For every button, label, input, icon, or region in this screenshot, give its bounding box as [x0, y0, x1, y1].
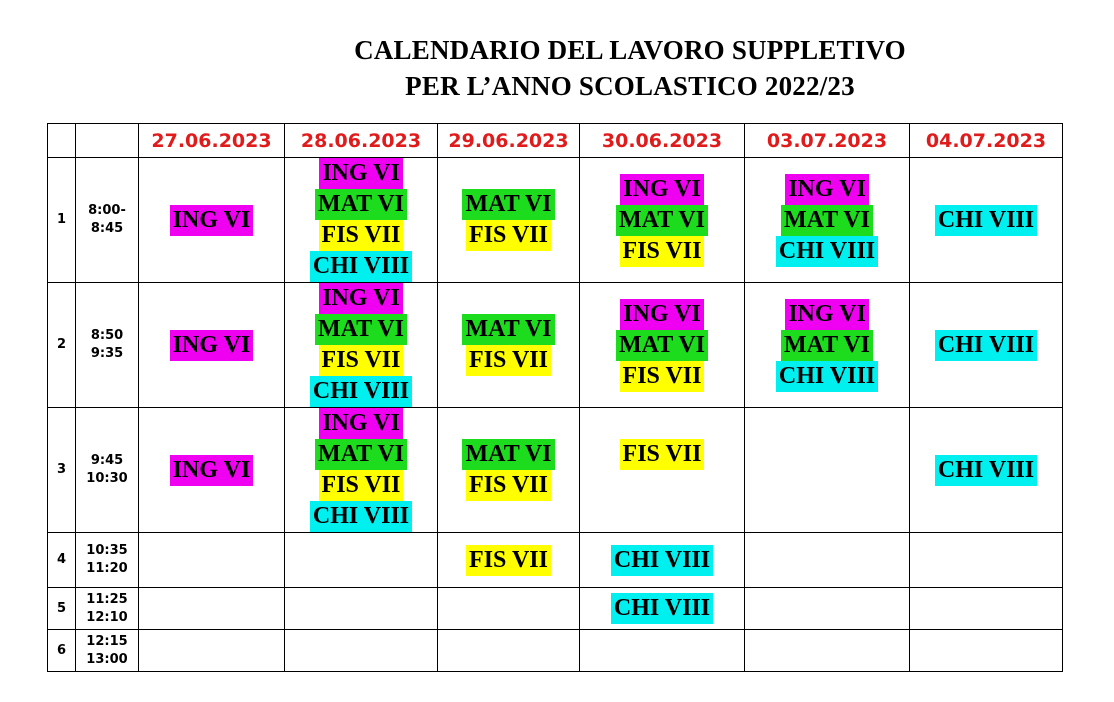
subject-stack	[580, 299, 744, 392]
subject-stack	[745, 299, 909, 392]
schedule-cell	[285, 533, 438, 588]
period-time	[76, 408, 139, 533]
schedule-cell	[139, 158, 285, 283]
schedule-cell	[910, 533, 1063, 588]
period-number: 1	[48, 158, 76, 283]
schedule-cell	[438, 588, 580, 630]
subject-stack	[139, 205, 284, 236]
subject-tag-ing: ING VI	[319, 283, 403, 314]
period-time	[76, 158, 139, 283]
date-header: 29.06.2023	[438, 124, 580, 158]
subject-tag-ing: ING VI	[170, 330, 254, 361]
period-number: 3	[48, 408, 76, 533]
subject-stack	[285, 408, 437, 532]
period-row	[48, 588, 1063, 630]
subject-stack	[285, 158, 437, 282]
time-start: 11:25	[86, 591, 128, 607]
time-start: 9:45	[90, 453, 124, 468]
subject-tag-ing: ING VI	[620, 174, 704, 205]
time-start: 10:35	[86, 543, 128, 558]
document-title-line-1: CALENDARIO DEL LAVORO SUPPLETIVO	[354, 35, 906, 65]
subject-tag-mat: MAT VI	[781, 205, 873, 236]
subject-tag-fis: FIS VII	[319, 470, 404, 501]
time-start: 8:50	[90, 328, 124, 343]
schedule-cell	[438, 283, 580, 408]
subject-tag-chi: CHI VIII	[776, 236, 878, 267]
period-row	[48, 533, 1063, 588]
schedule-cell	[745, 533, 910, 588]
subject-stack	[438, 189, 579, 251]
subject-stack	[285, 283, 437, 407]
subject-stack	[745, 174, 909, 267]
subject-tag-ing: ING VI	[170, 205, 254, 236]
subject-stack	[580, 439, 744, 470]
time-start: 8:00-	[88, 203, 126, 218]
schedule-cell	[910, 408, 1063, 533]
schedule-cell	[438, 408, 580, 533]
schedule-cell	[580, 630, 745, 672]
subject-tag-ing: ING VI	[319, 158, 403, 189]
header-blank-cell	[48, 124, 76, 158]
schedule-cell	[139, 533, 285, 588]
subject-tag-mat: MAT VI	[462, 314, 554, 345]
schedule-cell	[745, 283, 910, 408]
subject-tag-mat: MAT VI	[616, 205, 708, 236]
subject-tag-ing: ING VI	[170, 455, 254, 486]
subject-tag-chi: CHI VIII	[935, 205, 1037, 236]
subject-tag-ing: ING VI	[785, 174, 869, 205]
subject-tag-mat: MAT VI	[462, 189, 554, 220]
subject-tag-chi: CHI VIII	[935, 330, 1037, 361]
subject-stack	[139, 330, 284, 361]
subject-tag-mat: MAT VI	[462, 439, 554, 470]
header-row	[48, 124, 1063, 158]
schedule-cell	[139, 408, 285, 533]
schedule-cell	[285, 588, 438, 630]
subject-stack	[580, 545, 744, 576]
date-header: 27.06.2023	[139, 124, 285, 158]
time-end: 11:20	[86, 561, 128, 576]
schedule-cell	[910, 588, 1063, 630]
subject-tag-fis: FIS VII	[319, 345, 404, 376]
subject-tag-chi: CHI VIII	[310, 501, 412, 532]
schedule-cell	[745, 588, 910, 630]
schedule-cell	[580, 158, 745, 283]
schedule-cell	[580, 588, 745, 630]
period-time	[76, 283, 139, 408]
subject-tag-chi: CHI VIII	[611, 593, 713, 624]
date-header: 28.06.2023	[285, 124, 438, 158]
subject-tag-ing: ING VI	[620, 299, 704, 330]
time-end: 12:10	[86, 609, 128, 625]
period-time	[76, 588, 139, 630]
schedule-cell	[285, 283, 438, 408]
schedule-cell	[438, 630, 580, 672]
schedule-cell	[580, 408, 745, 533]
schedule-table	[47, 123, 1063, 672]
period-time	[76, 630, 139, 672]
subject-stack	[580, 174, 744, 267]
subject-tag-ing: ING VI	[319, 408, 403, 439]
subject-tag-chi: CHI VIII	[310, 251, 412, 282]
schedule-cell	[285, 158, 438, 283]
time-end: 13:00	[86, 651, 128, 667]
subject-tag-mat: MAT VI	[781, 330, 873, 361]
subject-tag-fis: FIS VII	[466, 345, 551, 376]
subject-tag-chi: CHI VIII	[611, 545, 713, 576]
subject-stack	[910, 205, 1062, 236]
subject-stack	[139, 455, 284, 486]
header-blank-cell	[76, 124, 139, 158]
subject-tag-fis: FIS VII	[466, 545, 551, 576]
subject-stack	[580, 593, 744, 624]
subject-tag-fis: FIS VII	[620, 361, 705, 392]
schedule-cell	[285, 630, 438, 672]
time-end: 8:45	[90, 221, 124, 236]
schedule-cell	[910, 158, 1063, 283]
period-number: 5	[48, 588, 76, 630]
time-end: 9:35	[90, 346, 124, 361]
subject-tag-ing: ING VI	[785, 299, 869, 330]
subject-stack	[438, 545, 579, 576]
subject-tag-fis: FIS VII	[319, 220, 404, 251]
schedule-cell	[285, 408, 438, 533]
subject-stack	[438, 314, 579, 376]
period-row	[48, 630, 1063, 672]
period-row	[48, 158, 1063, 283]
date-header: 30.06.2023	[580, 124, 745, 158]
schedule-cell	[910, 283, 1063, 408]
schedule-cell	[139, 588, 285, 630]
subject-stack	[910, 330, 1062, 361]
time-end: 10:30	[86, 471, 128, 486]
schedule-cell	[580, 283, 745, 408]
period-number: 4	[48, 533, 76, 588]
subject-stack	[438, 439, 579, 501]
subject-tag-fis: FIS VII	[620, 439, 705, 470]
period-number: 2	[48, 283, 76, 408]
period-time	[76, 533, 139, 588]
subject-tag-chi: CHI VIII	[776, 361, 878, 392]
document-title-line-2: PER L’ANNO SCOLASTICO 2022/23	[405, 71, 855, 101]
subject-tag-chi: CHI VIII	[935, 455, 1037, 486]
schedule-cell	[745, 630, 910, 672]
subject-tag-fis: FIS VII	[620, 236, 705, 267]
time-start: 12:15	[86, 633, 128, 649]
period-row	[48, 283, 1063, 408]
subject-stack	[910, 455, 1062, 486]
schedule-cell	[139, 630, 285, 672]
schedule-cell	[438, 158, 580, 283]
subject-tag-mat: MAT VI	[315, 439, 407, 470]
schedule-cell	[580, 533, 745, 588]
schedule-cell	[910, 630, 1063, 672]
subject-tag-mat: MAT VI	[616, 330, 708, 361]
schedule-cell	[139, 283, 285, 408]
period-row	[48, 408, 1063, 533]
date-header: 03.07.2023	[745, 124, 910, 158]
subject-tag-fis: FIS VII	[466, 470, 551, 501]
schedule-cell	[745, 408, 910, 533]
subject-tag-mat: MAT VI	[315, 189, 407, 220]
schedule-cell	[438, 533, 580, 588]
subject-tag-chi: CHI VIII	[310, 376, 412, 407]
schedule-cell	[745, 158, 910, 283]
subject-tag-mat: MAT VI	[315, 314, 407, 345]
date-header: 04.07.2023	[910, 124, 1063, 158]
subject-tag-fis: FIS VII	[466, 220, 551, 251]
period-number: 6	[48, 630, 76, 672]
